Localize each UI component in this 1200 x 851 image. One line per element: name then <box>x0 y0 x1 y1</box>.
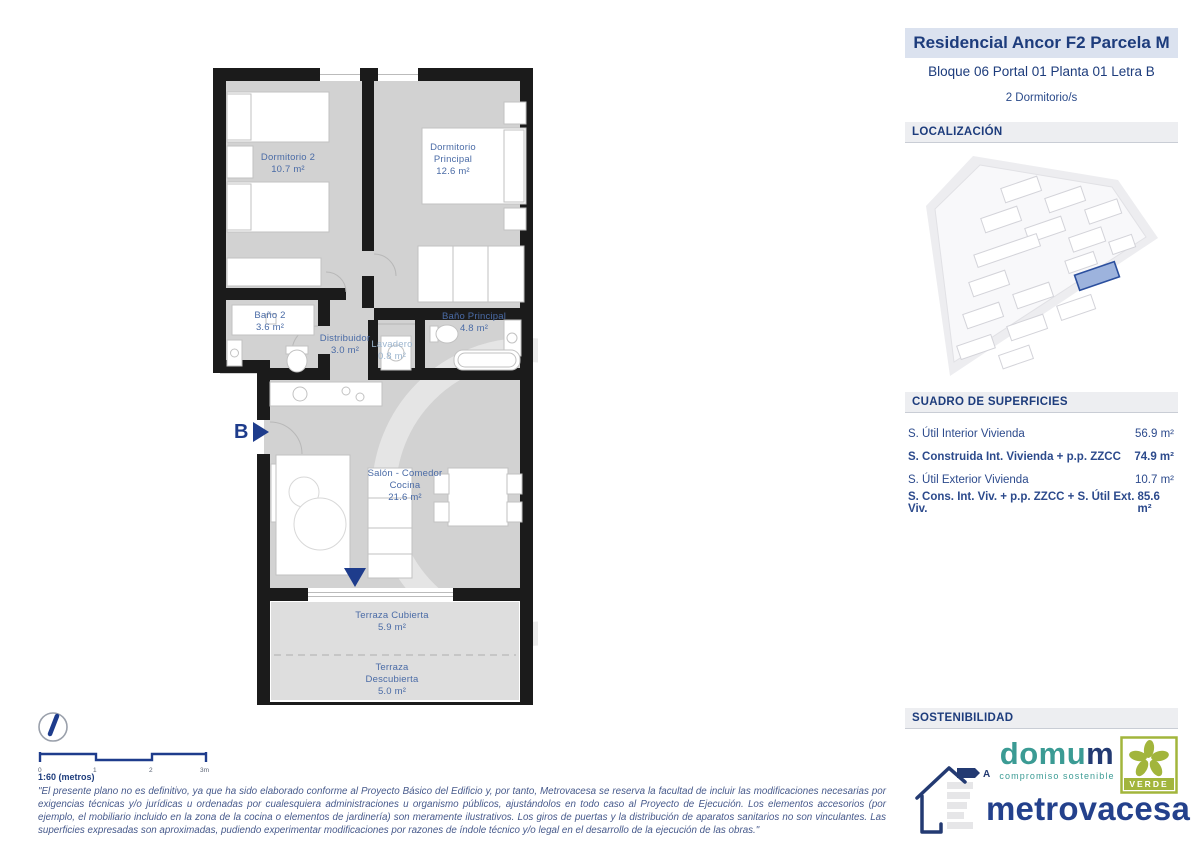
surface-label: S. Cons. Int. Viv. + p.p. ZZCC + S. Útil Ext. Viv. <box>908 490 1135 515</box>
floor-plan <box>208 62 538 712</box>
entrance-arrow-icon <box>253 422 269 442</box>
verde-logo <box>1120 736 1178 794</box>
table-row <box>905 468 1178 491</box>
svg-text:3m: 3m <box>200 767 210 774</box>
energy-house-icon <box>905 752 991 844</box>
room-label-salon: Salón - Comedor Cocina 21.6 m² <box>367 468 443 503</box>
unit-subtitle: Bloque 06 Portal 01 Planta 01 Letra B <box>928 64 1155 79</box>
room-label-bano2: Baño 2 3.6 m² <box>254 310 286 333</box>
svg-text:A: A <box>983 769 991 780</box>
entrance-letter: B <box>234 421 249 443</box>
scale-ratio-label: 1:60 (metros) <box>38 772 95 782</box>
table-row <box>905 445 1178 468</box>
svg-text:2: 2 <box>149 767 153 774</box>
surface-value: 85.6 m² <box>1137 490 1160 515</box>
metrovacesa-logo: metrovacesa <box>986 790 1191 827</box>
room-label-lavadero: Lavadero 0.8 m² <box>371 339 413 362</box>
surface-value: 10.7 m² <box>1135 473 1174 486</box>
section-header-localizacion: LOCALIZACIÓN <box>905 122 1178 143</box>
site-map <box>918 148 1180 386</box>
bedroom-count: 2 Dormitorio/s <box>1005 92 1078 104</box>
north-arrow-icon <box>36 708 72 748</box>
svg-text:VERDE: VERDE <box>1129 779 1169 789</box>
section-header-superficies: CUADRO DE SUPERFICIES <box>905 392 1178 413</box>
svg-text:0: 0 <box>38 767 42 774</box>
surface-label: S. Construida Int. Vivienda + p.p. ZZCC <box>908 450 1121 463</box>
domum-logo: domum compromiso sostenible <box>999 736 1115 781</box>
svg-text:1: 1 <box>93 767 97 774</box>
surface-table <box>905 422 1178 514</box>
page-title: Residencial Ancor F2 Parcela M <box>905 28 1178 58</box>
room-label-terraza-descubierta: Terraza Descubierta 5.0 m² <box>365 662 419 697</box>
legal-disclaimer: "El presente plano no es definitivo, ya que ha sido elaborado conforme al Proyecto Básico del Edificio y, por tanto, Metrovacesa se reserva la facultad de incluir las modificaciones necesarias por exigencias técnicas y/o jurídicas u ordenadas por cualesquiera administraciones u organismo públicos, ajustándolos en todo caso al Proyecto de Ejecución. Los elementos accesorios (por ejemplo, el mobiliario incluido en la zona de la cocina o elementos de jardinería) son meramente ilustrativos. Los giros de puertas y la distribución de aparatos sanitarios no son vinculantes. Las superficies expresadas son aproximadas, pudiendo experimentar modificaciones por razones de índole técnico y/o legal en el desarrollo de la ejecución de las obras." <box>38 786 886 836</box>
surface-label: S. Útil Exterior Vivienda <box>908 473 1029 486</box>
surface-value: 56.9 m² <box>1135 427 1174 440</box>
domum-tagline: compromiso sostenible <box>999 771 1115 781</box>
room-label-distribuidor: Distribuidor 3.0 m² <box>319 333 371 356</box>
table-row <box>905 422 1178 445</box>
table-row <box>905 491 1178 514</box>
room-label-dormitorio2: Dormitorio 2 10.7 m² <box>260 152 316 175</box>
room-label-terraza-cubierta: Terraza Cubierta 5.9 m² <box>355 610 429 633</box>
room-label-bano-principal: Baño Principal 4.8 m² <box>441 311 507 334</box>
surface-label: S. Útil Interior Vivienda <box>908 427 1025 440</box>
room-label-principal: Dormitorio Principal 12.6 m² <box>430 142 476 177</box>
surface-value: 74.9 m² <box>1134 450 1174 463</box>
entrance-marker <box>234 422 269 442</box>
section-header-sostenibilidad: SOSTENIBILIDAD <box>905 708 1178 729</box>
